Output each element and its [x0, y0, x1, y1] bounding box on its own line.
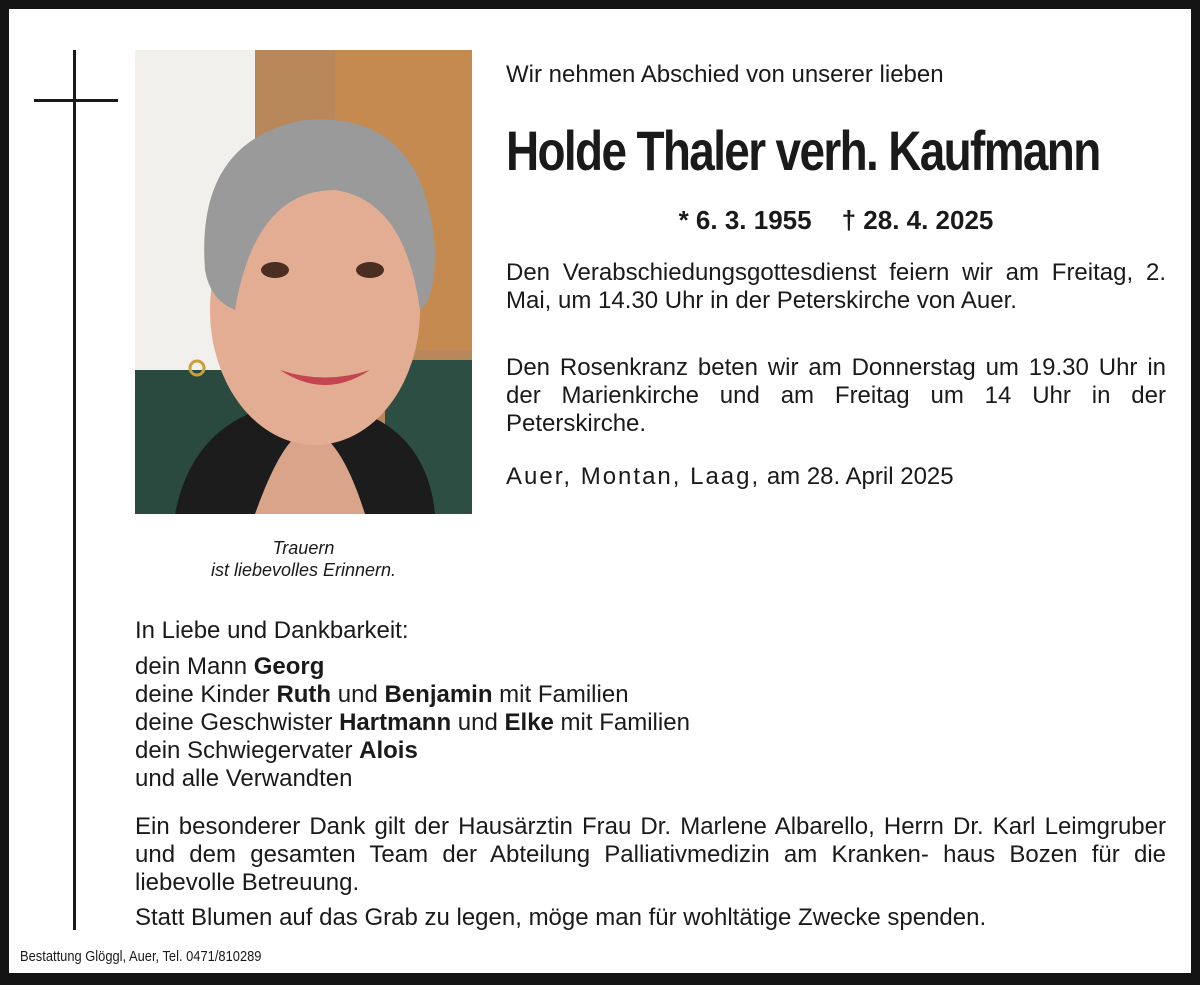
- portrait-photo: [135, 50, 472, 514]
- sibling-name: Elke: [504, 709, 554, 736]
- intro-text: Wir nehmen Abschied von unserer lieben: [506, 61, 944, 88]
- life-dates: [506, 205, 1166, 236]
- husband-name: Georg: [253, 653, 325, 680]
- family-line-children: deine Kinder Ruth und Benjamin mit Familien: [135, 681, 629, 708]
- family-list: [135, 617, 690, 793]
- child-name: Benjamin: [384, 681, 493, 708]
- family-line-relatives: und alle Verwandten: [135, 765, 353, 792]
- death-date: † 28. 4. 2025: [841, 205, 994, 235]
- cross-icon-horizontal: [34, 99, 118, 102]
- birth-date: * 6. 3. 1955: [678, 205, 812, 235]
- child-name: Ruth: [276, 681, 332, 708]
- caption: [135, 537, 472, 581]
- caption-line-1: Trauern: [272, 538, 335, 558]
- sibling-name: Hartmann: [339, 709, 452, 736]
- flowers-text: Statt Blumen auf das Grab zu legen, möge man für wohltätige Zwecke spenden.: [135, 904, 987, 931]
- place-date: [506, 463, 954, 491]
- place-towns: Auer, Montan, Laag,: [506, 463, 761, 490]
- rosary-text: Den Rosenkranz beten wir am Donnerstag um 19.30 Uhr in der Marienkirche und am Freitag um 14 Uhr in der Peterskirche.: [506, 354, 1166, 437]
- funeral-home-info: Bestattung Glöggl, Auer, Tel. 0471/810289: [20, 948, 262, 965]
- notice-date: am 28. April 2025: [766, 463, 954, 490]
- service-text: Den Verabschiedungsgottesdienst feiern wir am Freitag, 2. Mai, um 14.30 Uhr in der Peterskirche von Auer.: [506, 259, 1166, 314]
- father-in-law-name: Alois: [359, 737, 418, 764]
- thanks-text: Ein besonderer Dank gilt der Hausärztin Frau Dr. Marlene Albarello, Herrn Dr. Karl Leimgruber und dem gesamten Team der Abteilung Palliativmedizin am Kranken- haus Bozen für die liebevolle Betreuung.: [135, 813, 1166, 896]
- caption-line-2: ist liebevolles Erinnern.: [210, 560, 397, 580]
- family-line-husband: dein Mann Georg: [135, 653, 325, 680]
- family-line-siblings: deine Geschwister Hartmann und Elke mit Familien: [135, 709, 690, 736]
- deceased-name: Holde Thaler verh. Kaufmann: [506, 119, 1100, 182]
- family-line-father-in-law: dein Schwiegervater Alois: [135, 737, 418, 764]
- cross-icon-vertical: [73, 50, 76, 930]
- family-heading: In Liebe und Dankbarkeit:: [135, 617, 409, 644]
